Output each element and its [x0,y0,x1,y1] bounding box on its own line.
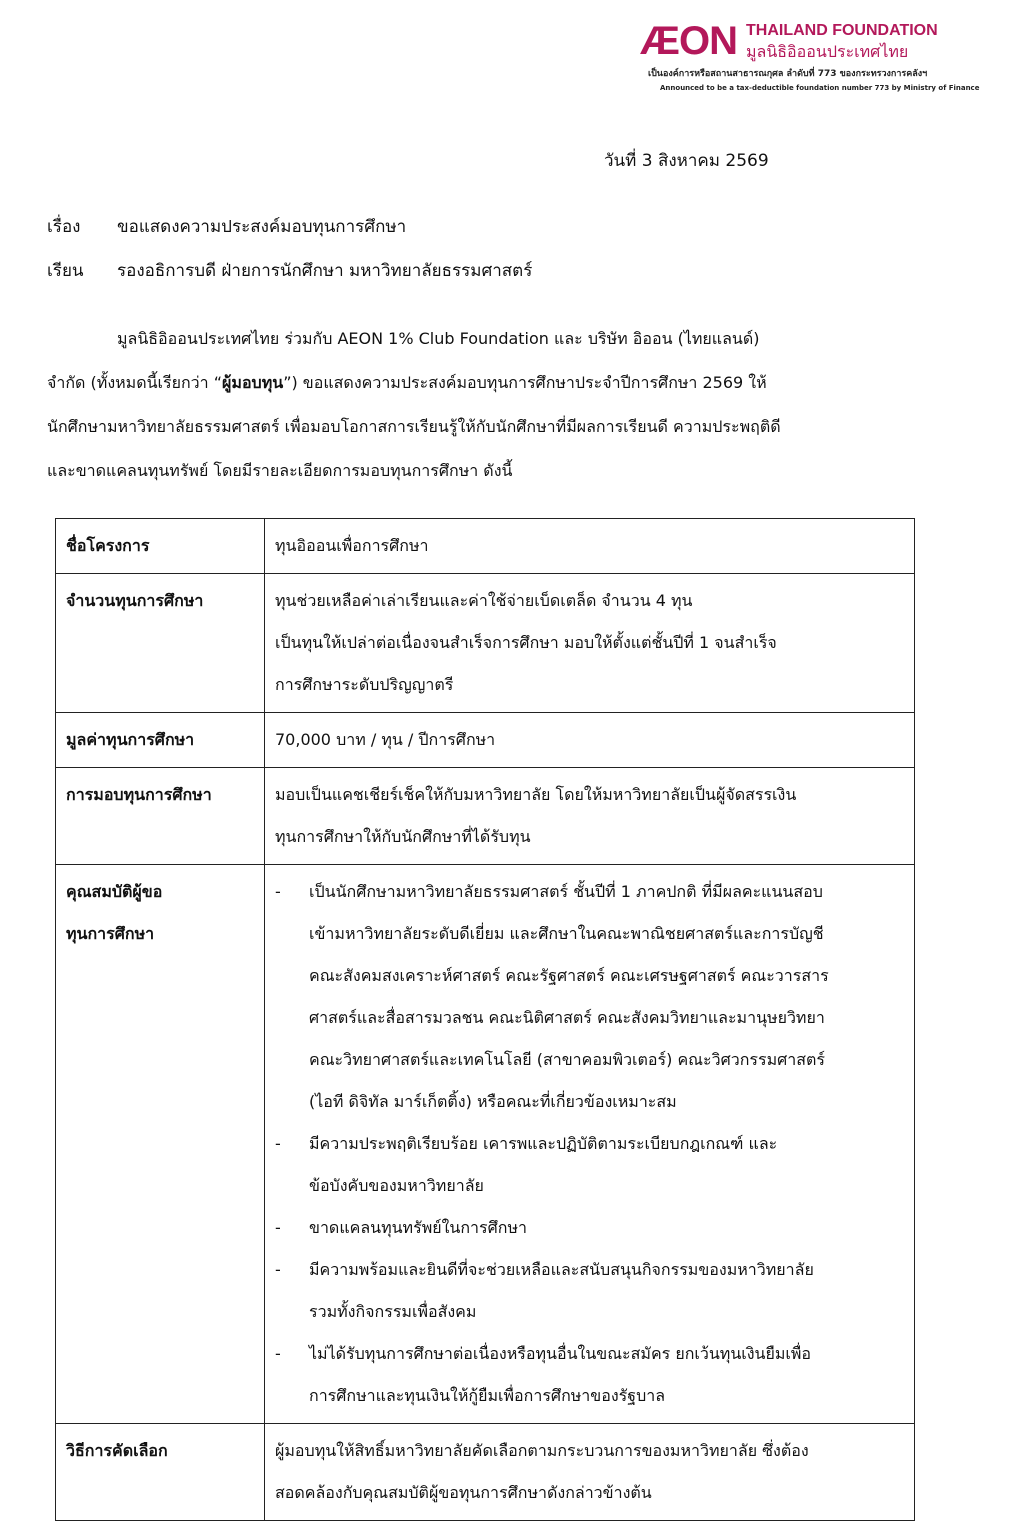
intro-line [47,361,917,405]
intro-paragraph [47,317,917,493]
bullet-line: คณะสังคมสงเคราะห์ศาสตร์ คณะรัฐศาสตร์ คณะเศรษฐศาสตร์ คณะวารสาร [309,966,829,985]
value-line: มอบเป็นแคชเชียร์เช็คให้กับมหาวิทยาลัย โดยให้มหาวิทยาลัยเป็นผู้จัดสรรเงิน [275,785,797,804]
bullet-text [309,1207,904,1249]
intro-line: มูลนิธิอิออนประเทศไทย ร่วมกับ AEON 1% Club Foundation และ บริษัท อิออน (ไทยแลนด์) [117,329,760,348]
qualification-bullet [275,1333,904,1417]
row-key: จำนวนทุนการศึกษา [56,574,265,713]
bullet-line: มีความประพฤติเรียบร้อย เคารพและปฏิบัติตามระเบียบกฎเกณฑ์ และ [309,1134,778,1153]
row-value [265,1424,915,1521]
row-key: การมอบทุนการศึกษา [56,768,265,865]
row-key [56,865,265,1424]
intro-text: จำกัด (ทั้งหมดนี้เรียกว่า “ [47,373,223,392]
recipient-text: รองอธิการบดี ฝ่ายการนักศึกษา มหาวิทยาลัยธรรมศาสตร์ [117,261,533,281]
scholarship-details-table [55,518,915,1521]
subject-line [47,213,406,240]
subject-text: ขอแสดงความประสงค์มอบทุนการศึกษา [117,217,407,237]
row-value [265,574,915,713]
logo-mark: ÆON [640,19,737,63]
bullet-line: การศึกษาและทุนเงินให้กู้ยืมเพื่อการศึกษาของรัฐบาล [309,1386,666,1405]
key-line: คุณสมบัติผู้ขอ [66,882,163,901]
bullet-text [309,1333,904,1417]
value-line: ผู้มอบทุนให้สิทธิ์มหาวิทยาลัยคัดเลือกตามกระบวนการของมหาวิทยาลัย ซึ่งต้อง [275,1441,809,1460]
logo-tax-th: เป็นองค์การหรือสถานสาธารณกุศล ลำดับที่ 773 ของกระทรวงการคลังฯ [648,69,928,79]
bullet-dash: - [275,1344,281,1363]
table-row [56,519,915,574]
row-key: มูลค่าทุนการศึกษา [56,713,265,768]
table-row [56,1424,915,1521]
donor-term: ผู้มอบทุน [222,373,284,392]
key-line: ทุนการศึกษา [66,924,155,943]
bullet-line: ข้อบังคับของมหาวิทยาลัย [309,1176,484,1195]
row-value: ทุนอิออนเพื่อการศึกษา [265,519,915,574]
table-row [56,574,915,713]
qualification-bullet [275,1123,904,1207]
bullet-dash: - [275,1260,281,1279]
bullet-text [309,1249,904,1333]
bullet-dash: - [275,1218,281,1237]
qualification-bullet [275,871,904,1123]
value-line: สอดคล้องกับคุณสมบัติผู้ขอทุนการศึกษาดังกล่าวข้างต้น [275,1483,652,1502]
bullet-line: (ไอที ดิจิทัล มาร์เก็ตติ้ง) หรือคณะที่เกี่ยวข้องเหมาะสม [309,1092,677,1111]
row-value [265,768,915,865]
value-line: ทุนช่วยเหลือค่าเล่าเรียนและค่าใช้จ่ายเบ็ดเตล็ด จำนวน 4 ทุน [275,591,693,610]
bullet-line: เป็นนักศึกษามหาวิทยาลัยธรรมศาสตร์ ชั้นปีที่ 1 ภาคปกติ ที่มีผลคะแนนสอบ [309,882,823,901]
subject-label: เรื่อง [47,217,81,237]
table-row [56,865,915,1424]
qualification-bullet [275,1249,904,1333]
bullet-line: ไม่ได้รับทุนการศึกษาต่อเนื่องหรือทุนอื่นในขณะสมัคร ยกเว้นทุนเงินยืมเพื่อ [309,1344,812,1363]
intro-line: และขาดแคลนทุนทรัพย์ โดยมีรายละเอียดการมอบทุนการศึกษา ดังนี้ [47,461,513,480]
bullet-line: คณะวิทยาศาสตร์และเทคโนโลยี (สาขาคอมพิวเตอร์) คณะวิศวกรรมศาสตร์ [309,1050,826,1069]
qualification-bullet [275,1207,904,1249]
bullet-line: เข้ามหาวิทยาลัยระดับดีเยี่ยม และศึกษาในคณะพาณิชยศาสตร์และการบัญชี [309,924,824,943]
bullet-line: ศาสตร์และสื่อสารมวลชน คณะนิติศาสตร์ คณะสังคมวิทยาและมานุษยวิทยา [309,1008,825,1027]
aeon-foundation-logo [640,19,980,100]
bullet-line: รวมทั้งกิจกรรมเพื่อสังคม [309,1302,477,1321]
value-line: เป็นทุนให้เปล่าต่อเนื่องจนสำเร็จการศึกษา มอบให้ตั้งแต่ชั้นปีที่ 1 จนสำเร็จ [275,633,777,652]
logo-tax-en: Announced to be a tax-deductible foundation number 773 by Ministry of Finance [660,84,980,92]
logo-line-en: THAILAND FOUNDATION [746,22,938,39]
logo-line-th: มูลนิธิอิออนประเทศไทย [746,42,909,61]
row-value [265,865,915,1424]
bullet-text [309,1123,904,1207]
value-line: ทุนการศึกษาให้กับนักศึกษาที่ได้รับทุน [275,827,531,846]
recipient-line [47,257,532,284]
value-line: การศึกษาระดับปริญญาตรี [275,675,454,694]
table-row [56,768,915,865]
row-key: วิธีการคัดเลือก [56,1424,265,1521]
letter-date: วันที่ 3 สิงหาคม 2569 [604,151,769,171]
bullet-text [309,871,904,1123]
bullet-dash: - [275,1134,281,1153]
intro-line: นักศึกษามหาวิทยาลัยธรรมศาสตร์ เพื่อมอบโอกาสการเรียนรู้ให้กับนักศึกษาที่มีผลการเรียนดี ความประพฤติดี [47,417,781,436]
bullet-line: ขาดแคลนทุนทรัพย์ในการศึกษา [309,1218,528,1237]
bullet-dash: - [275,882,281,901]
row-value: 70,000 บาท / ทุน / ปีการศึกษา [265,713,915,768]
table-row [56,713,915,768]
row-key: ชื่อโครงการ [56,519,265,574]
intro-text: ”) ขอแสดงความประสงค์มอบทุนการศึกษาประจำปีการศึกษา 2569 ให้ [283,373,767,392]
recipient-label: เรียน [47,261,84,281]
bullet-line: มีความพร้อมและยินดีที่จะช่วยเหลือและสนับสนุนกิจกรรมของมหาวิทยาลัย [309,1260,814,1279]
